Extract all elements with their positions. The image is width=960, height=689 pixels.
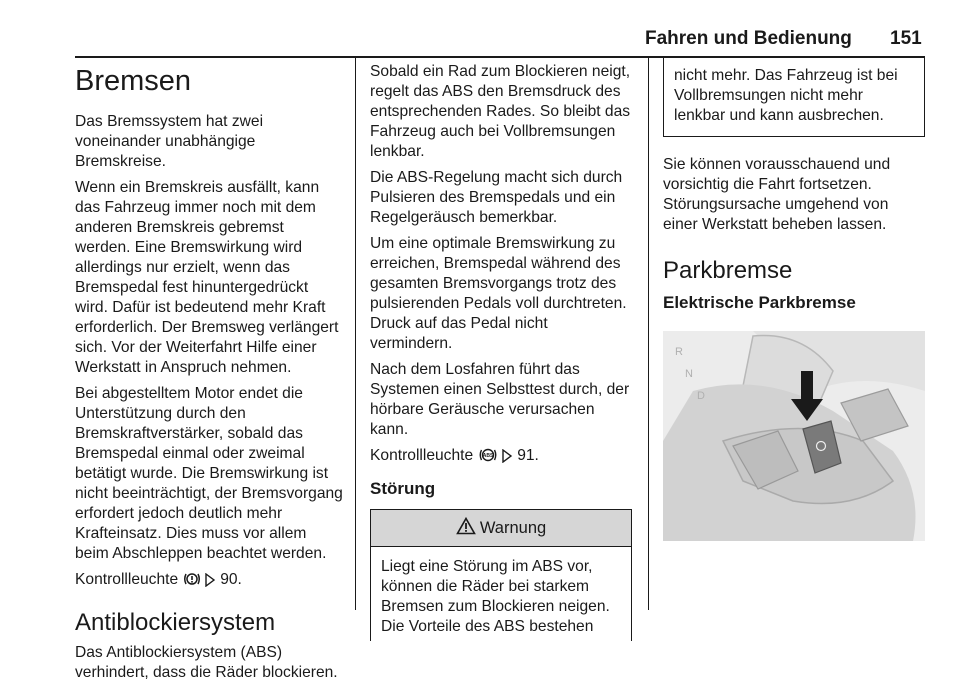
lamp-label: Kontrollleuchte — [75, 571, 179, 588]
page-reference[interactable]: 91. — [517, 447, 539, 464]
parking-brake-illustration — [663, 331, 925, 541]
gear-label-d: D — [697, 390, 705, 402]
warning-header — [371, 510, 631, 547]
paragraph: Das Bremssystem hat zwei voneinander unabhängige Bremskreise. — [75, 113, 264, 170]
section-heading: Bremsen — [75, 65, 192, 97]
subheading: Störung — [370, 479, 436, 498]
paragraph-warning-lamp — [75, 570, 343, 593]
section-heading: Antiblockiersystem — [75, 609, 276, 636]
svg-text:ABS: ABS — [482, 453, 493, 459]
section-heading: Parkbremse — [663, 257, 793, 284]
page-number: 151 — [890, 28, 922, 49]
column-divider — [355, 58, 356, 610]
warning-box-continued: nicht mehr. Das Fahrzeug ist bei Vollbremsungen nicht mehr lenkbar und kann ausbrechen. — [663, 56, 925, 137]
paragraph: Bei abgestelltem Motor endet die Unterstützung durch den Bremskraftverstärker, sobald das Bremspedal einmal oder zweimal betätigt wurde. Die Bremswirkung ist nicht beeinträchtigt, der Bremsvorgang erfordert jedoch deutlich mehr Krafteinsatz. Dies muss vor allem beim Abschleppen beachtet werden. — [75, 385, 343, 562]
lamp-label: Kontrollleuchte — [370, 447, 474, 464]
paragraph: Sie können vorausschauend und vorsichtig die Fahrt fortsetzen. Störungsursache umgehend von einer Werkstatt beheben lassen. — [663, 156, 891, 233]
paragraph: Das Antiblockiersystem (ABS) verhindert, dass die Räder blockieren. — [75, 644, 338, 681]
paragraph: Um eine optimale Bremswirkung zu erreichen, Bremspedal während des gesamten Bremsvorgangs trotz des pulsierenden Pedals voll durchtreten. Druck auf das Pedal nicht vermindern. — [370, 235, 627, 352]
page-header — [0, 0, 960, 58]
subheading: Elektrische Parkbremse — [663, 293, 856, 312]
paragraph-abs-lamp — [370, 446, 632, 469]
warning-triangle-icon — [456, 517, 480, 540]
column-middle — [370, 62, 632, 641]
header-title: Fahren und Bedienung — [645, 28, 852, 49]
paragraph: Die ABS-Regelung macht sich durch Pulsieren des Bremspedals und ein Regelgeräusch bemerkbar. — [370, 169, 623, 226]
warning-text: Liegt eine Störung im ABS vor, können die Räder bei starkem Bremsen zum Blockieren neigen. Die Vorteile des ABS bestehen — [381, 558, 610, 635]
warning-title: Warnung — [479, 519, 547, 537]
paragraph: Nach dem Losfahren führt das Systemen einen Selbsttest durch, der hörbare Geräusche verursachen kann. — [370, 361, 630, 438]
brake-warning-icon — [183, 571, 201, 593]
paragraph: Wenn ein Bremskreis ausfällt, kann das Fahrzeug immer noch mit dem anderen Bremskreis gebremst werden. Eine Bremswirkung wird allerdings nur erzielt, wenn das Bremspedal fest hinuntergedrückt wird. Dafür ist bedeutend mehr Kraft erforderlich. Der Bremsweg verlängert sich. Vor der Weiterfahrt Hilfe einer Werkstatt in Anspruch nehmen. — [75, 179, 339, 376]
column-divider — [648, 58, 649, 610]
page-reference[interactable]: 90. — [220, 571, 242, 588]
reference-arrow-icon — [205, 573, 216, 593]
abs-warning-icon — [478, 447, 498, 469]
reference-arrow-icon — [502, 449, 513, 469]
gear-label-n: N — [685, 368, 693, 380]
warning-box — [370, 509, 632, 641]
gear-label-r: R — [675, 346, 683, 358]
column-left — [75, 62, 343, 689]
paragraph: Sobald ein Rad zum Blockieren neigt, regelt das ABS den Bremsdruck des entsprechenden Rades. So bleibt das Fahrzeug auch bei Vollbremsungen lenkbar. — [370, 63, 631, 160]
column-right — [663, 58, 925, 541]
